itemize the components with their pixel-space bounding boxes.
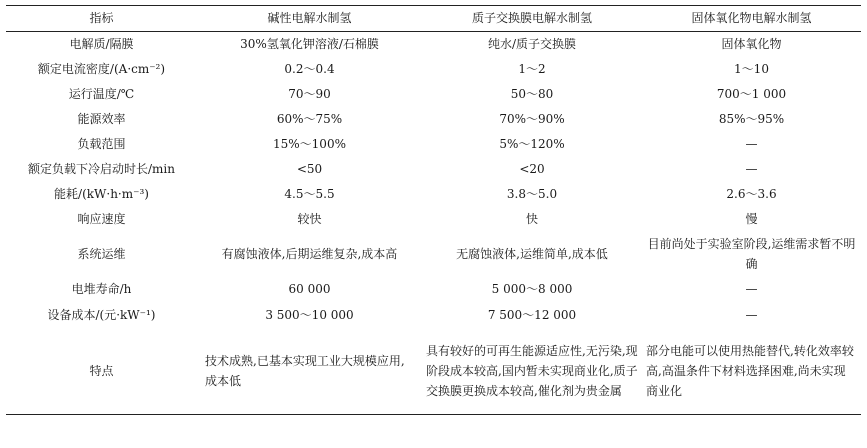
row-label: 响应速度 [77,212,126,226]
cell-soec: — [745,162,758,176]
cell-soec: 700～1 000 [716,87,787,101]
row-label: 系统运维 [77,246,126,261]
cell-pem: 具有较好的可再生能源适应性,无污染,现阶段成本较高,国内暂未实现商业化,质子交换膜更换成本较高,催化剂为贵金属 [426,344,638,398]
comparison-table [6,5,861,415]
row-label: 负载范围 [77,137,126,151]
cell-soec: 2.6～3.6 [726,187,777,201]
header-alkaline: 碱性电解水制氢 [267,11,352,25]
cell-alkaline: 3 500～10 000 [265,307,354,322]
cell-pem: 7 500～12 000 [487,307,577,322]
cell-pem: 快 [525,212,538,226]
row-label: 电堆寿命/h [71,281,132,296]
cell-alkaline: 4.5～5.5 [284,187,335,201]
table-row [6,82,861,107]
cell-pem: 50～80 [510,87,554,101]
cell-soec: — [745,137,758,151]
table-header [6,6,861,32]
cell-soec: 目前尚处于实验室阶段,运维需求暂不明确 [647,237,856,271]
cell-pem: 无腐蚀液体,运维简单,成本低 [456,246,608,261]
table-row [6,232,861,276]
row-label: 额定负载下冷启动时长/min [28,162,175,176]
cell-alkaline: 15%～100% [273,137,346,151]
row-label: 额定电流密度/(A·cm⁻²) [37,62,166,76]
cell-pem: 70%～90% [499,112,565,126]
table-body [6,32,861,415]
cell-pem: 1～2 [518,62,546,76]
cell-alkaline: 技术成熟,已基本实现工业大规模应用,成本低 [205,354,405,388]
cell-soec: — [745,307,758,322]
cell-pem: <20 [519,162,545,176]
table-row [6,157,861,182]
row-label: 能源效率 [77,112,126,126]
table-row [6,302,861,328]
row-label: 能耗/(kW·h·m⁻³) [54,187,149,201]
cell-soec: 1～10 [734,62,769,76]
cell-alkaline: 较快 [297,212,322,226]
header-indicator: 指标 [89,11,114,25]
header-row [6,6,861,32]
cell-pem: 5 000～8 000 [491,281,573,296]
table-row [6,132,861,157]
cell-alkaline: 0.2～0.4 [284,62,335,76]
cell-alkaline: 有腐蚀液体,后期运维复杂,成本高 [221,246,398,261]
header-soec: 固体氧化物电解水制氢 [691,11,812,25]
cell-soec: — [745,281,758,296]
row-label: 电解质/隔膜 [69,37,134,51]
cell-alkaline: 30%氢氧化钾溶液/石棉膜 [240,37,379,51]
table-row [6,182,861,207]
cell-alkaline: 60 000 [288,281,331,296]
cell-soec: 慢 [745,212,758,226]
cell-pem: 5%～120% [499,137,565,151]
table-row [6,107,861,132]
table-row [6,207,861,232]
table-row [6,276,861,302]
row-label: 特点 [89,363,114,378]
table-row [6,57,861,82]
table-row [6,32,861,58]
cell-soec: 85%～95% [718,112,785,126]
row-label: 设备成本/(元·kW⁻¹) [47,307,156,322]
cell-soec: 固体氧化物 [721,37,782,51]
cell-pem: 3.8～5.0 [506,187,558,201]
row-label: 运行温度/℃ [68,87,135,101]
cell-alkaline: 70～90 [288,87,331,101]
cell-soec: 部分电能可以使用热能替代,转化效率较高,高温条件下材料选择困难,尚未实现商业化 [646,344,854,398]
cell-alkaline: <50 [296,162,323,176]
cell-alkaline: 60%～75% [276,112,343,126]
table-row [6,328,861,415]
header-pem: 质子交换膜电解水制氢 [471,11,592,25]
cell-pem: 纯水/质子交换膜 [487,37,577,51]
